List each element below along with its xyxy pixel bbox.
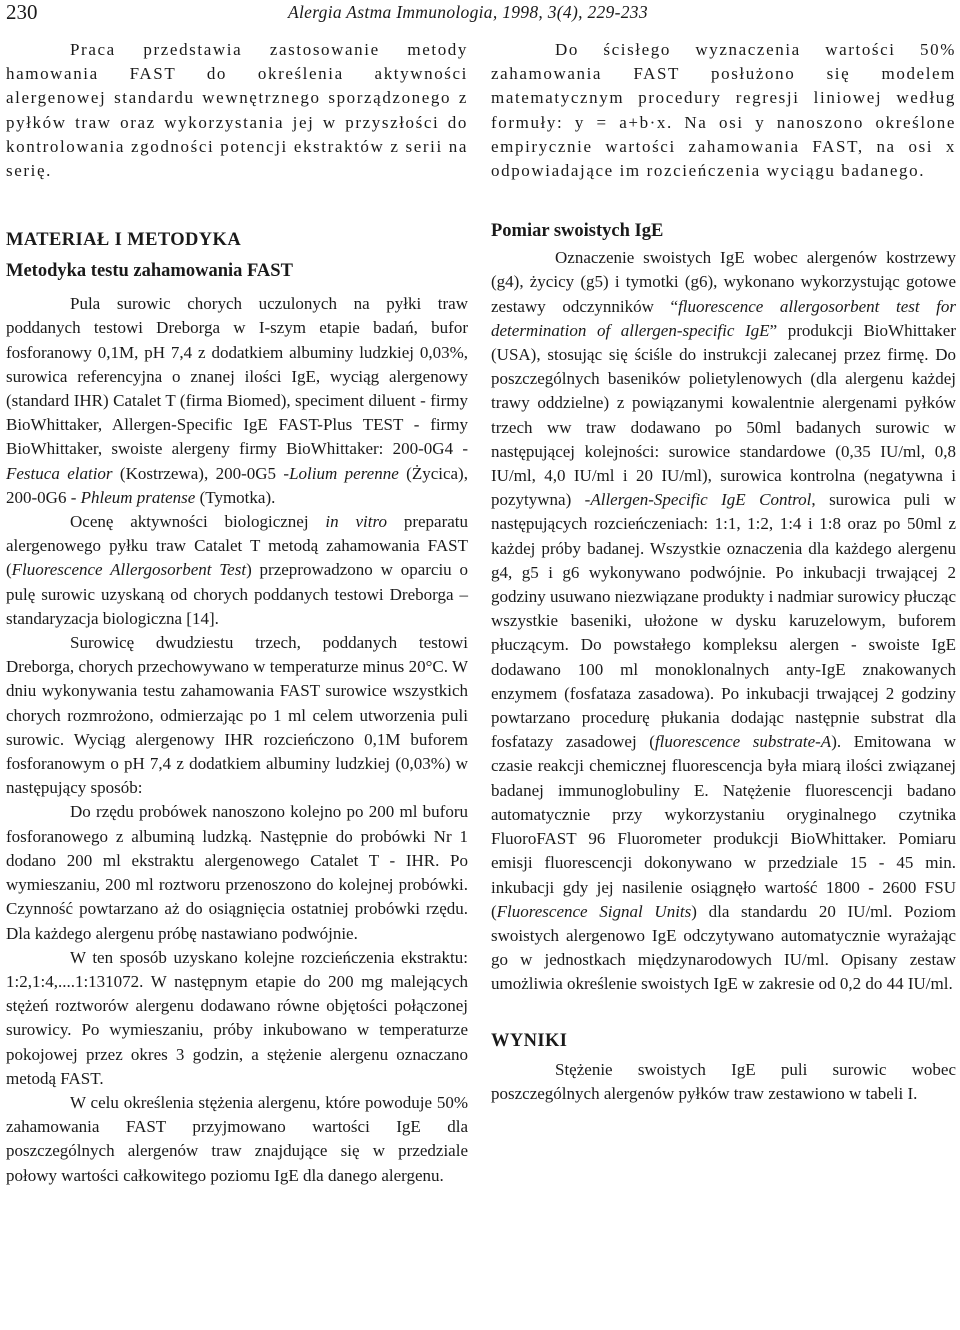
- subsection-title-fast-method: Metodyka testu zahamowania FAST: [6, 261, 293, 282]
- right-column: [491, 38, 956, 1106]
- body-paragraph: Ocenę aktywności biologicznej in vitro preparatu alergenowego pyłku traw Catalet T metodą zahamowania FAST (Fluorescence Allergosorbent Test) przeprowadzono w oparciu o pulę surowic uzyskaną od chorych poddanych testowi Dreborga – standaryzacja biologiczna [14].: [6, 512, 468, 628]
- section-title-results: WYNIKI: [491, 1030, 568, 1051]
- intro-paragraph: Praca przedstawia zastosowanie metody hamowania FAST do określenia aktywności alergenowej standardu wewnętrznego sporządzonego z pyłków traw oraz wykorzystania jej w przyszłości do kontrolowania zgodności potencji ekstraktów z serii na serię.: [6, 40, 468, 181]
- journal-reference: Alergia Astma Immunologia, 1998, 3(4), 229-233: [288, 2, 648, 22]
- left-column: [6, 38, 468, 1188]
- body-paragraph: Stężenie swoistych IgE puli surowic wobec poszczególnych alergenów pyłków traw zestawiono w tabeli I.: [491, 1059, 956, 1103]
- body-paragraph: Surowicę dwudziestu trzech, poddanych testowi Dreborga, chorych przechowywano w temperaturze minus 20°C. W dniu wykonywania testu zahamowania FAST surowice wszystkich chorych rozmrożono, odmierzając po 1 ml celem utworzenia puli surowic. Wyciąg alergenowy IHR rozcieńczono 0,1M buforem fosforanowym o pH 7,4 z dodatkiem albuminy ludzkiej (0,03%) w następujący sposób:: [6, 633, 468, 798]
- page-number: 230: [6, 0, 38, 24]
- body-paragraph: Do rzędu probówek nanoszono kolejno po 200 ml buforu fosforanowego z albuminą ludzką. Następnie do probówki Nr 1 dodano 200 ml ekstraktu alergenowego Catalet T - IHR. Po wymieszaniu, 200 ml roztworu przenoszono do kolejnej probówki. Czynność powtarzano aż do osiągnięcia ostatniej probówki rzędu. Dla każdego alergenu próbę nastawiano podwójnie.: [6, 802, 468, 943]
- body-paragraph: W ten sposób uzyskano kolejne rozcieńczenia ekstraktu: 1:2,1:4,....1:131072. W następnym etapie do 200 mg malejących stężeń roztworów alergenu dodawano równe objętości połączonej surowicy. Po wymieszaniu, próby inkubowano w temperaturze pokojowej przez okres 3 godzin, a stężenie alergenu oznaczano metodą FAST.: [6, 947, 468, 1088]
- subsection-title-specific-ige: Pomiar swoistych IgE: [491, 221, 664, 242]
- body-paragraph: Pula surowic chorych uczulonych na pyłki traw poddanych testowi Dreborga w I-szym etapie badań, bufor fosforanowy 0,1M, pH 7,4 z dodatkiem albuminy ludzkiej 0,03%, surowica referencyjna o znanej ilości IgE, wyciąg alergenowy (standard IHR) Catalet T (firma Biomed), speciment diluent - firmy BioWhittaker, Allergen-Specific IgE FAST-Plus TEST - firmy BioWhittaker, swoiste alergeny firmy BioWhittaker: 200-0G4 - Festuca elatior (Kostrzewa), 200-0G5 -Lolium perenne (Życica), 200-0G6 - Phleum pratense (Tymotka).: [6, 294, 468, 507]
- page-header: [0, 0, 960, 28]
- section-title-materials-methods: MATERIAŁ I METODYKA: [6, 230, 242, 251]
- body-paragraph: W celu określenia stężenia alergenu, które powoduje 50% zahamowania FAST przyjmowano wartości IgE dla poszczególnych alergenów traw znajdujące się w przedziale połowy wartości całkowitego poziomu IgE dla danego alergenu.: [6, 1092, 468, 1185]
- body-paragraph: Do ścisłego wyznaczenia wartości 50% zahamowania FAST posłużono się modelem matematycznym procedury regresji liniowej według formuły: y = a+b·x. Na osi y nanoszono określone empirycznie wartości zahamowania FAST, na osi x odpowiadające im rozcieńczenia wyciągu badanego.: [491, 40, 956, 181]
- body-paragraph: Oznaczenie swoistych IgE wobec alergenów kostrzewy (g4), życicy (g5) i tymotki (g6), wykonano wykorzystując gotowe zestawy odczynników “fluorescence allergosorbent test for determination of allergen-specific IgE” produkcji BioWhittaker (USA), stosując się ściśle do instrukcji zalecanej przez firmę. Do poszczególnych baseników polietylenowych (dla alergenu każdej trawy oddzielne) z powiązanymi kowalentnie alergenami pyłków trzech ww traw dodawano po 50ml badanych surowic w następującej kolejności: surowice standardowe (0,35 IU/ml, 0,8 IU/ml, 4,0 IU/ml i 20 IU/ml), surowica kontrolna (negatywna i pozytywna) -Allergen-Specific IgE Control, surowica puli w następujących rozcieńczeniach: 1:1, 1:2, 1:4 i 1:8 oraz po 50ml z każdej próby badanej. Wszystkie oznaczenia dla każdego alergenu g4, g5 i g6 wykonywano podwójnie. Po inkubacji trwającej 2 godziny usuwano niezwiązane produkty i nadmiar surowicy płucząc wszystkie baseniki, ułożone w dysku karuzelowym, buforem płuczącym. Do powstałego kompleksu alergen - swoiste IgE dodawano 100 ml monoklonalnych anty-IgE znakowanych enzymem (fosfataza zasadowa). Po inkubacji trwającej 2 godziny powtarzano procedurę płukania dodając następnie substrat dla fosfatazy zasadowej (fluorescence substrate-A). Emitowana w czasie reakcji chemicznej fluorescencja była miarą ilości związanej badanej immunoglobuliny E. Natężenie fluorescencji badano automatycznie przy wykorzystaniu oryginalnego czytnika FluoroFAST 96 Fluorometer produkcji BioWhittaker. Pomiaru emisji fluorescencji dokonywano w przedziale 15 - 45 min. inkubacji gdy jej nasilenie osiągnęło wartość 1800 - 2600 FSU (Fluorescence Signal Units) dla standardu 20 IU/ml. Poziom swoistych alergenowo IgE odczytywano automatycznie wyrażając go w jednostkach międzynarodowych IU/ml. Opisany zestaw umożliwia określenie swoistych IgE w zakresie od 0,2 do 44 IU/ml.: [491, 248, 957, 994]
